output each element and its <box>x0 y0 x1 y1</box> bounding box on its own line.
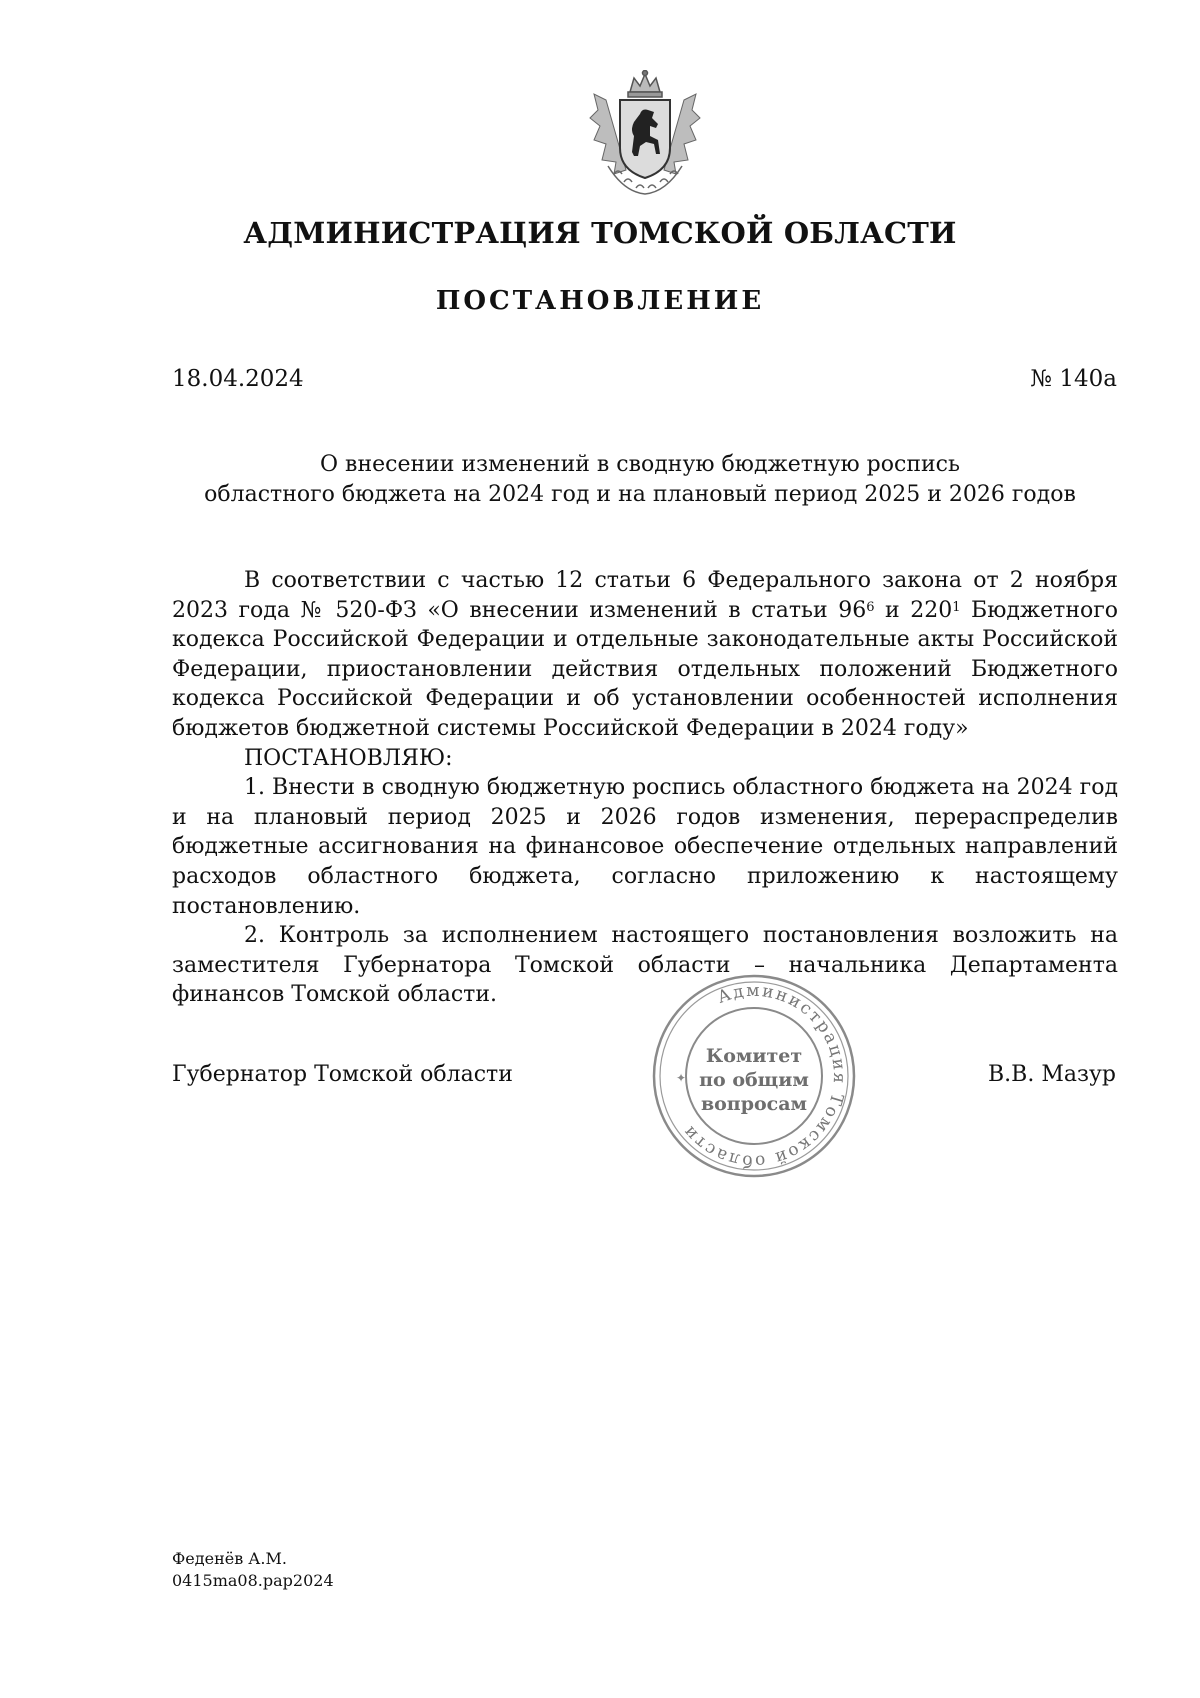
preamble-superscript-1: 6 <box>866 599 875 615</box>
executor-name: Феденёв А.М. <box>172 1549 287 1568</box>
organization-title: АДМИНИСТРАЦИЯ ТОМСКОЙ ОБЛАСТИ <box>243 216 957 250</box>
official-stamp <box>648 970 860 1182</box>
stamp-line-3: вопросам <box>700 1093 808 1115</box>
stamp-star-icon: ✦ <box>676 1071 687 1085</box>
document-code: 0415ma08.pap2024 <box>172 1571 334 1590</box>
preamble-part-1: В соответствии с частью 12 статьи 6 Федерального закона от 2 ноября 2023 года № 520-ФЗ «О внесении изменений в статьи 96 <box>172 568 1118 623</box>
document-date: 18.04.2024 <box>172 366 304 392</box>
subject-line-1: О внесении изменений в сводную бюджетную роспись <box>320 452 960 477</box>
coat-of-arms-emblem <box>584 70 706 200</box>
preamble-paragraph <box>172 566 1118 744</box>
preamble-superscript-2: 1 <box>952 599 961 615</box>
signatory-position: Губернатор Томской области <box>172 1062 513 1087</box>
document-type: ПОСТАНОВЛЕНИЕ <box>435 286 765 316</box>
resolves-heading: ПОСТАНОВЛЯЮ: <box>244 745 453 771</box>
document-subject <box>160 450 1120 510</box>
signatory-name: В.В. Мазур <box>988 1062 1116 1087</box>
stamp-line-2: по общим <box>699 1069 809 1091</box>
stamp-line-1: Комитет <box>705 1045 803 1067</box>
preamble-part-3: Бюджетного кодекса Российской Федерации и отдельные законодательные акты Российской Федерации, приостановлении действия отдельных положений Бюджетного кодекса Российской Федерации и об установлении особенностей исполнения бюджетов бюджетной системы Российской Федерации в 2024 году» <box>172 597 1119 741</box>
stamp-outer-text: Администрация Томской области <box>678 980 850 1172</box>
item-paragraph-1: 1. Внести в сводную бюджетную роспись областного бюджета на 2024 год и на плановый период 2025 и 2026 годов изменения, перераспределив бюджетные ассигнования на финансовое обеспечение отдельных направлений расходов областного бюджета, согласно приложению к настоящему постановлению. <box>172 775 1118 919</box>
item-paragraph-2: 2. Контроль за исполнением настоящего постановления возложить на заместителя Губернатора Томской области – начальника Департамента финансов Томской области. <box>172 923 1118 1008</box>
preamble-part-2: и 220 <box>874 597 953 623</box>
executor-block <box>172 1548 334 1592</box>
document-body <box>172 566 1118 1010</box>
subject-line-2: областного бюджета на 2024 год и на плановый период 2025 и 2026 годов <box>204 482 1076 507</box>
document-number: № 140а <box>1030 366 1117 392</box>
